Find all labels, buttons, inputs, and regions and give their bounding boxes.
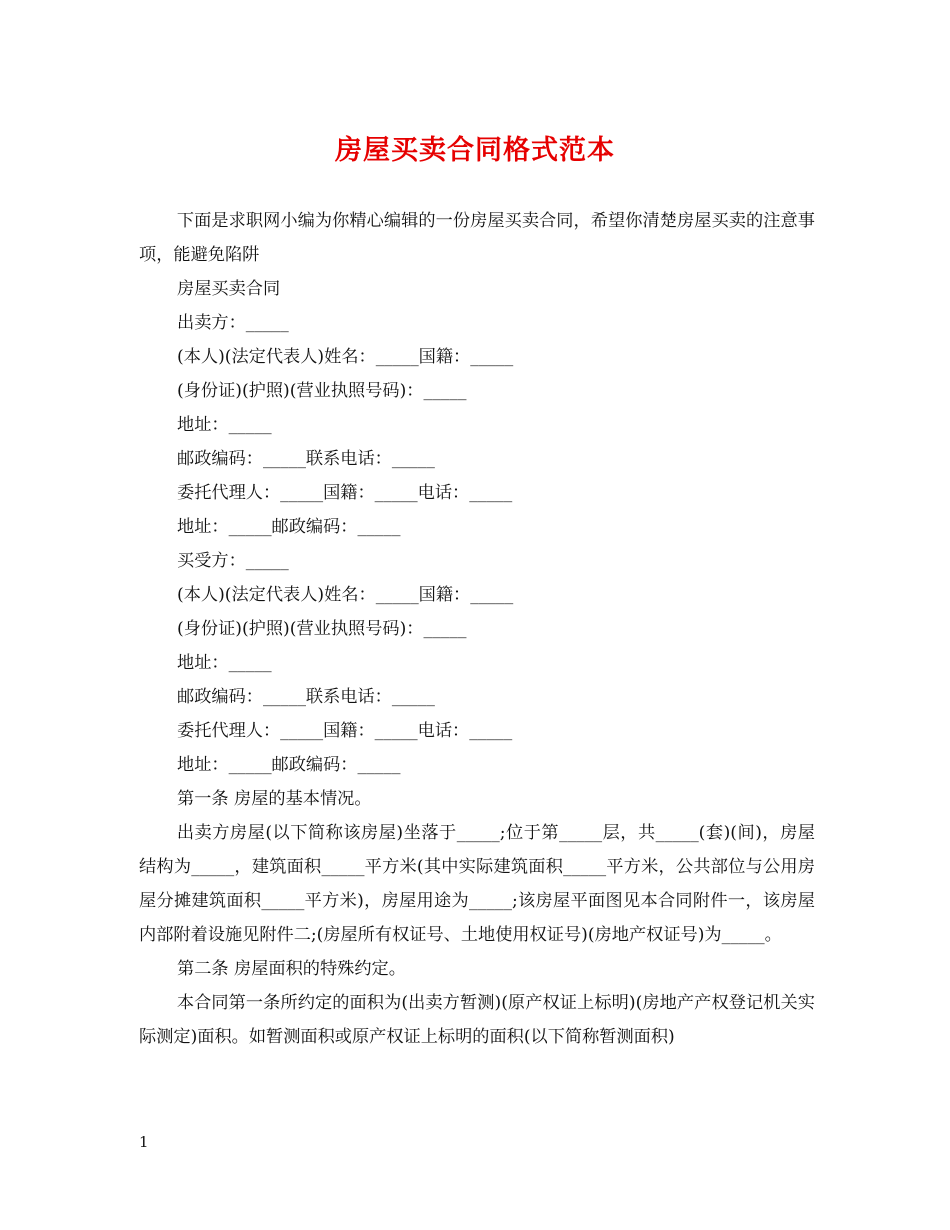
buyer-line: 买受方：_____ (177, 551, 289, 571)
buyer-id-line: (身份证)(护照)(营业执照号码)：_____ (177, 619, 467, 639)
article2-heading: 第二条 房屋面积的特殊约定。 (177, 959, 406, 979)
seller-id-line: (身份证)(护照)(营业执照号码)：_____ (177, 381, 467, 401)
buyer-agent-line: 委托代理人：_____国籍：_____电话：_____ (177, 721, 513, 741)
page-number: 1 (139, 1133, 149, 1151)
seller-agent-line: 委托代理人：_____国籍：_____电话：_____ (177, 483, 513, 503)
intro-paragraph: 下面是求职网小编为你精心编辑的一份房屋买卖合同，希望你清楚房屋买卖的注意事项，能避免陷阱 (139, 211, 815, 265)
buyer-postcode-phone-line: 邮政编码：_____联系电话：_____ (177, 687, 435, 707)
buyer-address-line: 地址：_____ (177, 653, 272, 673)
seller-agent-address-line: 地址：_____邮政编码：_____ (177, 517, 401, 537)
buyer-agent-address-line: 地址：_____邮政编码：_____ (177, 755, 401, 775)
document-body (139, 204, 815, 1054)
article1-heading: 第一条 房屋的基本情况。 (177, 789, 372, 809)
document-title: 房屋买卖合同格式范本 (335, 135, 615, 166)
seller-address-line: 地址：_____ (177, 415, 272, 435)
article2-paragraph: 本合同第一条所约定的面积为(出卖方暂测)(原产权证上标明)(房地产产权登记机关实际测定)面积。如暂测面积或原产权证上标明的面积(以下简称暂测面积) (139, 993, 815, 1047)
article1-paragraph: 出卖方房屋(以下简称该房屋)坐落于_____;位于第_____层，共_____(套)(间)，房屋结构为_____，建筑面积_____平方米(其中实际建筑面积_____平方米，公共部位与公用房屋分摊建筑面积_____平方米)，房屋用途为_____;该房屋平面图见本合同附件一，该房屋内部附着设施见附件二;(房屋所有权证号、土地使用权证号)(房地产权证号)为_____。 (139, 823, 815, 945)
seller-postcode-phone-line: 邮政编码：_____联系电话：_____ (177, 449, 435, 469)
contract-heading: 房屋买卖合同 (177, 279, 281, 299)
buyer-name-line: (本人)(法定代表人)姓名：_____国籍：_____ (177, 585, 514, 605)
seller-name-line: (本人)(法定代表人)姓名：_____国籍：_____ (177, 347, 514, 367)
seller-line: 出卖方：_____ (177, 313, 289, 333)
